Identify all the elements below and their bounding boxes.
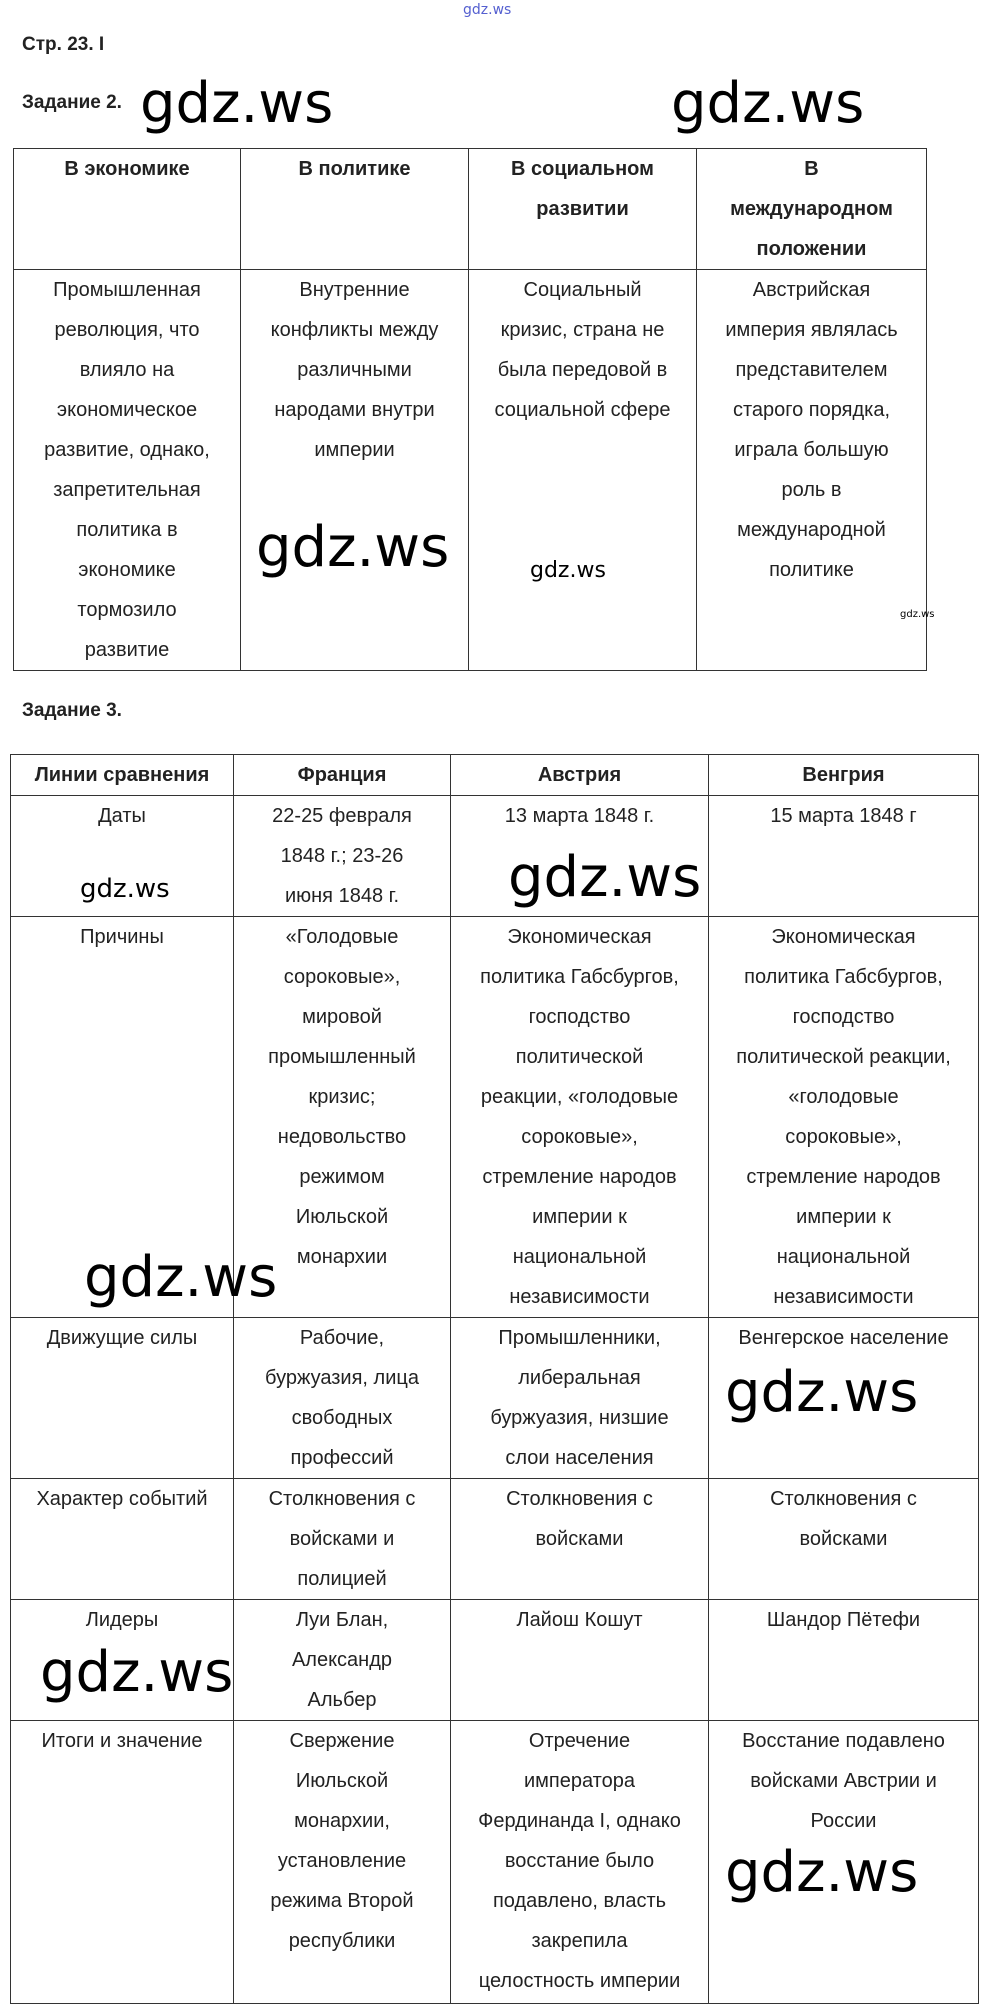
table-cell: Внутренние конфликты между различными народами внутри империи (241, 270, 469, 671)
table-cell: Столкновения с войсками (709, 1479, 979, 1600)
table-cell: Австрийская империя являлась представителем старого порядка, играла большую роль в международной политике (697, 270, 927, 671)
table-cell: 13 марта 1848 г. (451, 796, 709, 917)
header-france: Франция (234, 755, 451, 796)
table-header-row (14, 149, 927, 270)
header-austria: Австрия (451, 755, 709, 796)
watermark: gdz.ws (530, 558, 606, 583)
table-cell: «Голодовые сороковые», мировой промышленный кризис; недовольство режимом Июльской монархии (234, 917, 451, 1318)
watermark: gdz.ws (256, 515, 450, 580)
header-comparison: Линии сравнения (11, 755, 234, 796)
row-label: Даты (11, 796, 234, 917)
watermark: gdz.ws (900, 609, 935, 620)
header-politics: В политике (241, 149, 469, 270)
header-international: В международном положении (697, 149, 927, 270)
watermark: gdz.ws (140, 71, 334, 136)
row-label: Движущие силы (11, 1318, 234, 1479)
watermark: gdz.ws (725, 1360, 919, 1425)
watermark: gdz.ws (725, 1840, 919, 1905)
task2-table (13, 148, 927, 671)
table-cell: Лайош Кошут (451, 1600, 709, 1721)
table-cell: Луи Блан, Александр Альбер (234, 1600, 451, 1721)
table-cell: Отречение императора Фердинанда I, однако восстание было подавлено, власть закрепила целостность империи (451, 1721, 709, 2004)
header-economy: В экономике (14, 149, 241, 270)
table-cell: Промышленники, либеральная буржуазия, низшие слои населения (451, 1318, 709, 1479)
table-cell: Шандор Пётефи (709, 1600, 979, 1721)
row-label: Лидеры (11, 1600, 234, 1721)
table-cell: 15 марта 1848 г (709, 796, 979, 917)
table-cell: Венгерское население (709, 1318, 979, 1479)
table-cell: Восстание подавлено войсками Австрии и России (709, 1721, 979, 2004)
table-cell: 22-25 февраля 1848 г.; 23-26 июня 1848 г. (234, 796, 451, 917)
watermark: gdz.ws (463, 2, 512, 18)
table-cell: Рабочие, буржуазия, лица свободных профессий (234, 1318, 451, 1479)
table-cell: Столкновения с войсками (451, 1479, 709, 1600)
watermark: gdz.ws (40, 1640, 234, 1705)
watermark: gdz.ws (508, 845, 702, 910)
watermark: gdz.ws (80, 874, 170, 904)
header-hungary: Венгрия (709, 755, 979, 796)
table-cell: Экономическая политика Габсбургов, господство политической реакции, «голодовые сороковые», стремление народов империи к национальной независимости (451, 917, 709, 1318)
row-label: Характер событий (11, 1479, 234, 1600)
table-row-character (11, 1479, 979, 1600)
task3-title: Задание 3. (22, 700, 122, 721)
watermark: gdz.ws (671, 71, 865, 136)
table-row (14, 270, 927, 671)
row-label: Итоги и значение (11, 1721, 234, 2004)
table-cell: Столкновения с войсками и полицией (234, 1479, 451, 1600)
header-social: В социальном развитии (469, 149, 697, 270)
table-cell: Промышленная революция, что влияло на экономическое развитие, однако, запретительная политика в экономике тормозило развитие (14, 270, 241, 671)
page-header: Стр. 23. I (22, 34, 105, 55)
table-header-row (11, 755, 979, 796)
table-cell: Свержение Июльской монархии, установление режима Второй республики (234, 1721, 451, 2004)
task2-title: Задание 2. (22, 92, 122, 113)
row-label: Причины (11, 917, 234, 1318)
watermark: gdz.ws (84, 1245, 278, 1310)
table-cell: Социальный кризис, страна не была передовой в социальной сфере (469, 270, 697, 671)
table-cell: Экономическая политика Габсбургов, господство политической реакции, «голодовые сороковые», стремление народов империи к национальной независимости (709, 917, 979, 1318)
